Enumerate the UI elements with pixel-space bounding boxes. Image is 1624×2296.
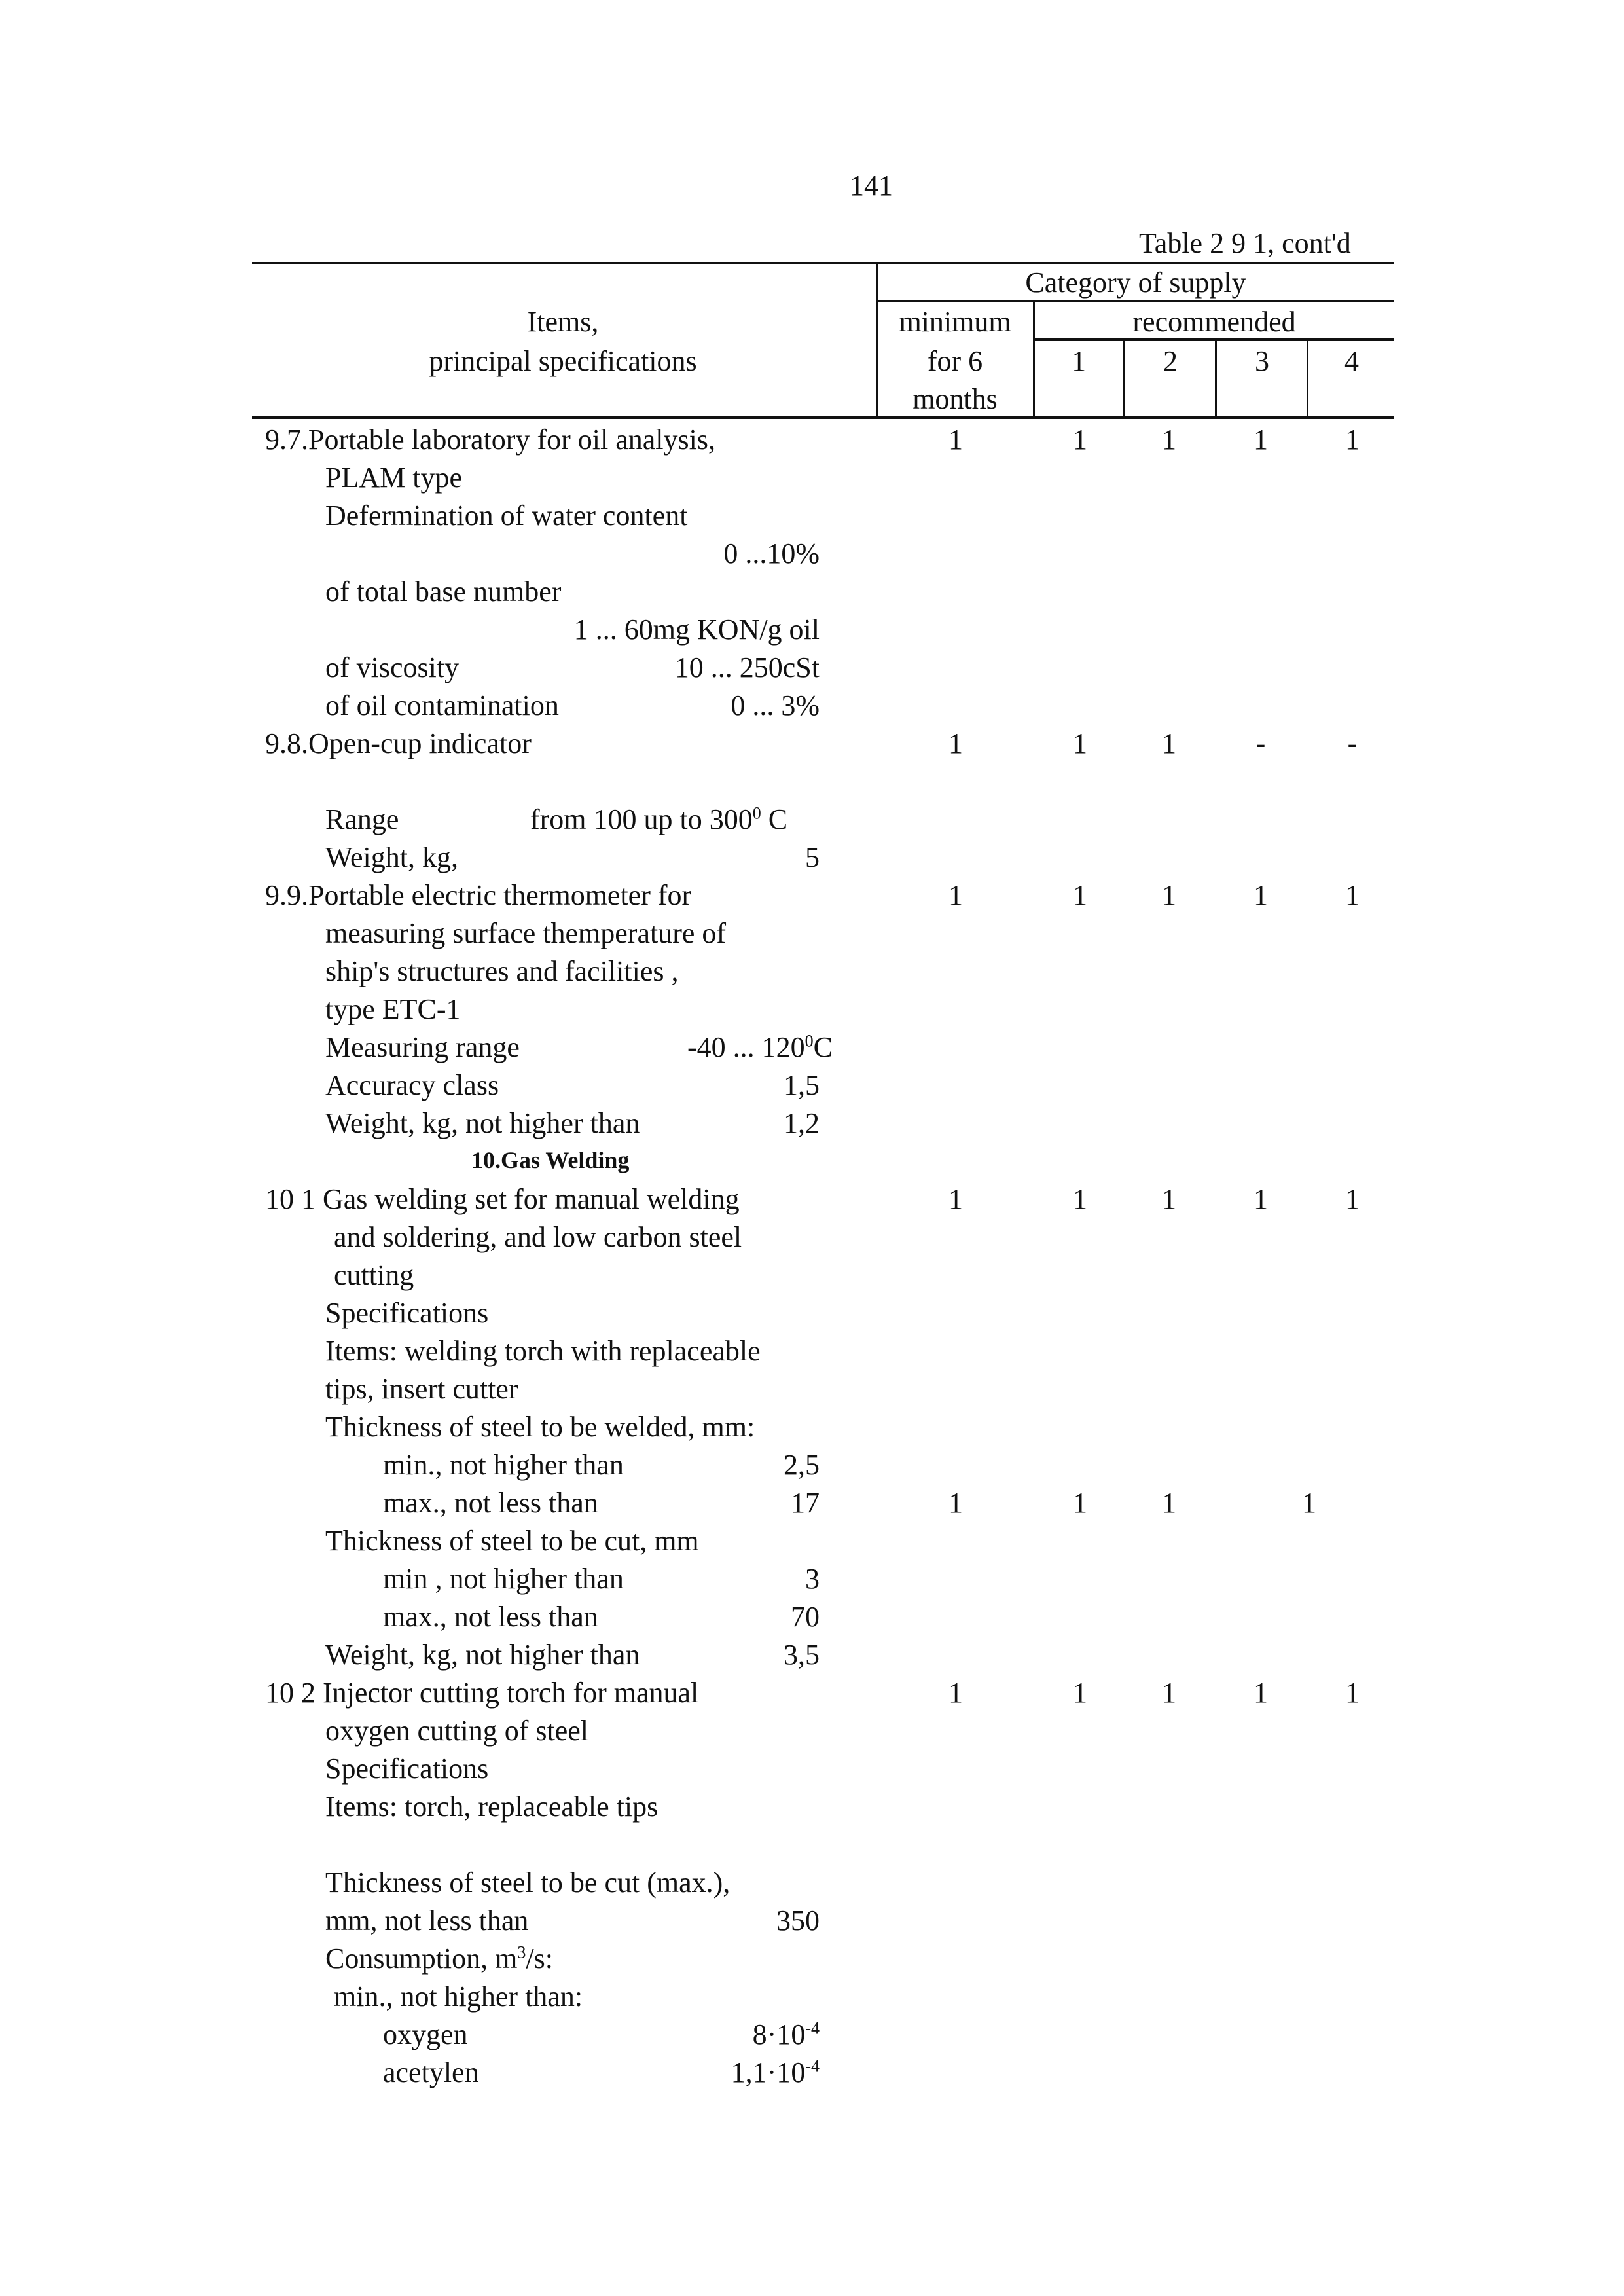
spec-value: $1,1\cdot 10^{-4}$ xyxy=(731,2056,820,2088)
item-10-2-title: 10 2 Injector cutting torch for manual xyxy=(265,1677,699,1709)
spec-value: 0 ... 3% xyxy=(731,689,820,721)
cell-rec-1: 1 xyxy=(1073,879,1087,911)
header-category-of-supply: Category of supply xyxy=(1025,266,1246,299)
header-col-1: 1 xyxy=(1072,345,1086,377)
col-divider-3 xyxy=(1307,338,1308,418)
cell-minimum: 1 xyxy=(948,727,963,759)
item-10-1-title-2: and soldering, and low carbon steel xyxy=(334,1221,742,1253)
cell-rec-3: - xyxy=(1255,727,1266,759)
spec-label: Weight, kg, xyxy=(325,841,458,873)
category-rule xyxy=(876,300,1394,302)
cell-rec-1: 1 xyxy=(1073,1677,1087,1709)
spec-label: min., not higher than: xyxy=(334,1980,583,2013)
header-col-3: 3 xyxy=(1255,345,1269,377)
item-10-1-title-3: cutting xyxy=(334,1259,414,1291)
cell-rec-1: 1 xyxy=(1073,1487,1087,1519)
header-bottom-rule xyxy=(252,416,1394,419)
spec-label: of oil contamination xyxy=(325,689,559,721)
spec-value: 70 xyxy=(791,1601,820,1633)
cell-rec-2: 1 xyxy=(1162,879,1176,911)
cell-rec-4: 1 xyxy=(1345,1677,1360,1709)
cell-minimum: 1 xyxy=(948,1677,963,1709)
spec-value: from 100 up to $300^0$ C xyxy=(530,803,788,835)
spec-value: 0 ...10% xyxy=(723,538,820,570)
item-10-1-title: 10 1 Gas welding set for manual welding xyxy=(265,1183,740,1215)
spec-label: Thickness of steel to be welded, mm: xyxy=(325,1411,755,1443)
table-top-rule xyxy=(252,262,1394,264)
spec-value: 10 ... 250cSt xyxy=(674,651,820,683)
header-months: months xyxy=(912,383,998,415)
cell-rec-1: 1 xyxy=(1073,424,1087,456)
cell-rec-2: 1 xyxy=(1162,1487,1176,1519)
cell-rec-4: 1 xyxy=(1345,879,1360,911)
spec-label: Weight, kg, not higher than xyxy=(325,1107,640,1139)
spec-label: Weight, kg, not higher than xyxy=(325,1639,640,1671)
spec-label: Thickness of steel to be cut, mm xyxy=(325,1525,699,1557)
cell-rec-3: 1 xyxy=(1254,1183,1268,1215)
page-number: 141 xyxy=(850,170,893,202)
header-items: Items, xyxy=(527,306,599,338)
cell-rec-4: 1 xyxy=(1345,1183,1360,1215)
spec-value: -40 ... $120^0C$ xyxy=(687,1031,833,1063)
col-divider-2 xyxy=(1215,338,1217,418)
item-9-9-title: 9.9.Portable electric thermometer for xyxy=(265,879,692,911)
spec-label: Thickness of steel to be cut (max.), xyxy=(325,1867,731,1899)
header-for-6: for 6 xyxy=(927,345,983,377)
cell-rec-1: 1 xyxy=(1073,727,1087,759)
cell-rec-1: 1 xyxy=(1073,1183,1087,1215)
item-9-7-title: 9.7.Portable laboratory for oil analysis, xyxy=(265,424,715,456)
spec-value: 3 xyxy=(805,1563,820,1595)
cell-rec-3: 1 xyxy=(1254,879,1268,911)
section-heading: 10.Gas Welding xyxy=(471,1147,630,1173)
cell-rec-2: 1 xyxy=(1162,424,1176,456)
item-9-9-title-3: ship's structures and facilities , xyxy=(325,955,679,987)
spec-value: 17 xyxy=(791,1487,820,1519)
spec-heading: Specifications xyxy=(325,1297,489,1329)
cell-rec-3: 1 xyxy=(1254,424,1268,456)
spec-value: 1,5 xyxy=(784,1069,820,1101)
table-caption: Table 2 9 1, cont'd xyxy=(1139,227,1351,259)
cell-minimum: 1 xyxy=(948,879,963,911)
header-recommended: recommended xyxy=(1132,306,1296,338)
item-9-9-title-4: type ETC-1 xyxy=(325,993,461,1025)
spec-label: of viscosity xyxy=(325,651,460,683)
cell-minimum: 1 xyxy=(948,424,963,456)
col-divider-1 xyxy=(1123,338,1125,418)
header-minimum: minimum xyxy=(899,306,1011,338)
header-col-4: 4 xyxy=(1344,345,1359,377)
spec-value: 2,5 xyxy=(784,1449,820,1481)
spec-label: mm, not less than xyxy=(325,1904,529,1937)
spec-label: acetylen xyxy=(383,2056,479,2088)
spec-value: 3,5 xyxy=(784,1639,820,1671)
item-9-7-title-2: PLAM type xyxy=(325,462,462,494)
item-10-2-title-2: oxygen cutting of steel xyxy=(325,1715,589,1747)
cell-rec-3: 1 xyxy=(1254,1677,1268,1709)
spec-value: 1,2 xyxy=(784,1107,820,1139)
spec-heading: Specifications xyxy=(325,1753,489,1785)
cell-rec-2: 1 xyxy=(1162,1183,1176,1215)
cell-minimum: 1 xyxy=(948,1183,963,1215)
spec-label: tips, insert cutter xyxy=(325,1373,518,1405)
spec-label: Accuracy class xyxy=(325,1069,499,1101)
spec-value: 1 ... 60mg KON/g oil xyxy=(573,613,820,646)
spec-label: of total base number xyxy=(325,575,562,608)
cell-rec-4: - xyxy=(1347,727,1358,759)
recommended-rule xyxy=(1034,338,1394,341)
cell-rec-2: 1 xyxy=(1162,1677,1176,1709)
spec-label: min , not higher than xyxy=(383,1563,624,1595)
spec-label: Measuring range xyxy=(325,1031,520,1063)
spec-label: max., not less than xyxy=(383,1487,598,1519)
spec-label: Defermination of water content xyxy=(325,500,688,532)
spec-label: oxygen xyxy=(383,2018,468,2050)
header-col-2: 2 xyxy=(1163,345,1178,377)
item-9-9-title-2: measuring surface themperature of xyxy=(325,917,727,949)
spec-label: Items: torch, replaceable tips xyxy=(325,1791,659,1823)
spec-value: 350 xyxy=(776,1904,820,1937)
cell-rec-4: 1 xyxy=(1345,424,1360,456)
spec-value: $8\cdot 10^{-4}$ xyxy=(752,2018,820,2050)
item-9-8-title: 9.8.Open-cup indicator xyxy=(265,727,532,759)
cell-rec-3: 1 xyxy=(1302,1487,1316,1519)
cell-minimum: 1 xyxy=(948,1487,963,1519)
spec-value: 5 xyxy=(805,841,820,873)
cell-rec-2: 1 xyxy=(1162,727,1176,759)
header-principal-specs: principal specifications xyxy=(429,345,697,377)
spec-label: min., not higher than xyxy=(383,1449,624,1481)
spec-label: Range xyxy=(325,803,399,835)
spec-label: Consumption, $m^3/s$: xyxy=(325,1942,553,1975)
spec-label: Items: welding torch with replaceable xyxy=(325,1335,761,1367)
spec-label: max., not less than xyxy=(383,1601,598,1633)
